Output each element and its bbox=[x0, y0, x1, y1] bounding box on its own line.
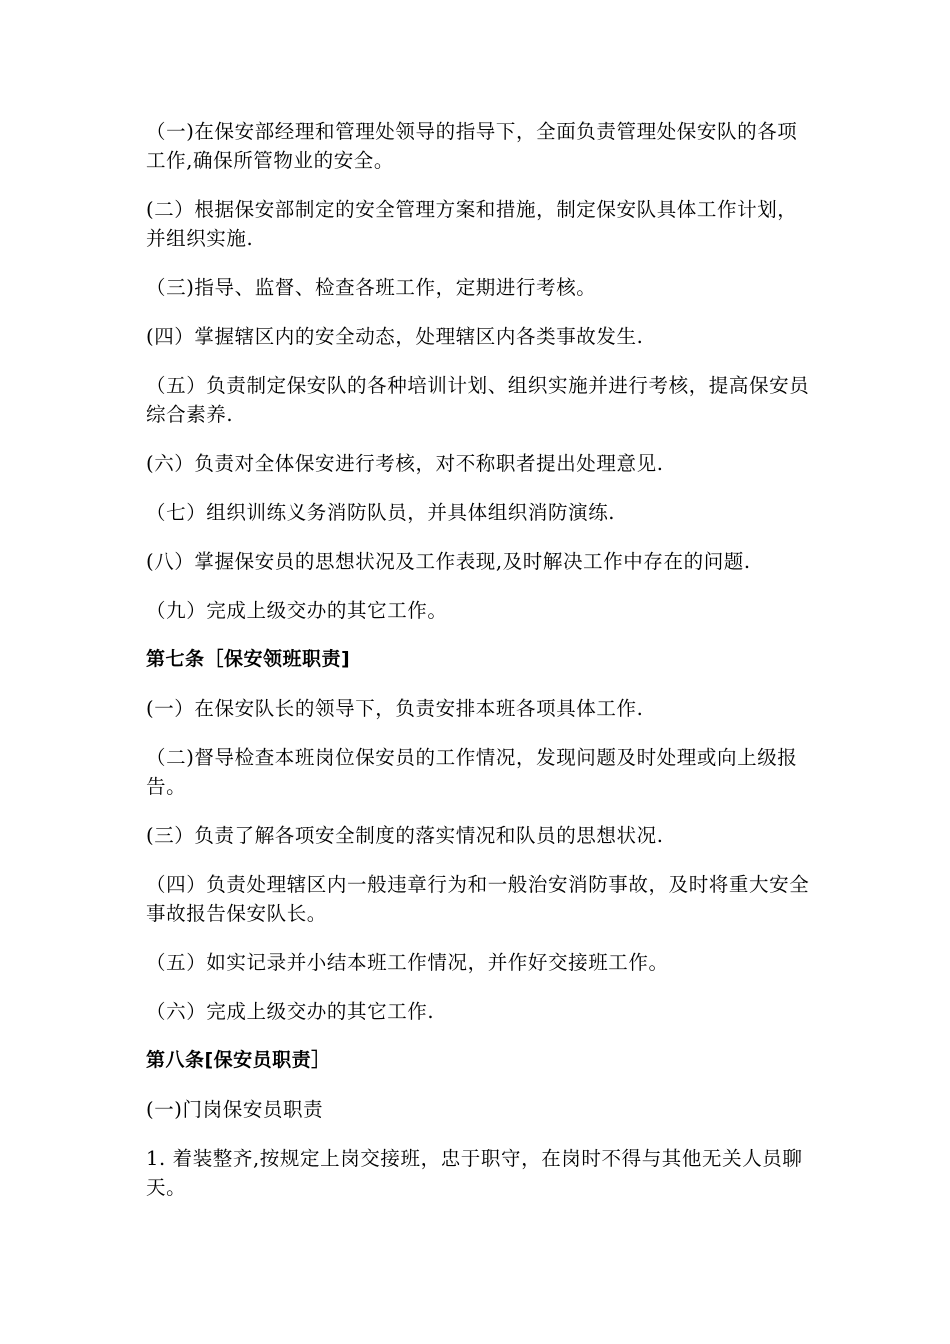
paragraph-6-9: （九）完成上级交办的其它工作。 bbox=[146, 599, 448, 622]
document-body bbox=[146, 117, 810, 1222]
paragraph-6-5: （五）负责制定保安队的各种培训计划、组织实施并进行考核，提高保安员综合素养. bbox=[146, 374, 810, 426]
paragraph-7-4: （四）负责处理辖区内一般违章行为和一般治安消防事故，及时将重大安全事故报告保安队长。 bbox=[146, 873, 810, 925]
paragraph-7-1: (一）在保安队长的领导下，负责安排本班各项具体工作. bbox=[146, 697, 644, 720]
paragraph-6-3: （三)指导、监督、检查各班工作，定期进行考核。 bbox=[146, 276, 597, 299]
paragraph-6-6: (六）负责对全体保安进行考核，对不称职者提出处理意见. bbox=[146, 452, 664, 475]
paragraph-6-8: (八）掌握保安员的思想状况及工作表现,及时解决工作中存在的问题. bbox=[146, 550, 751, 573]
paragraph-6-7: （七）组织训练义务消防队员，并具体组织消防演练. bbox=[146, 501, 616, 524]
paragraph-8-1: (一)门岗保安员职责 bbox=[146, 1098, 324, 1121]
article-7-heading: 第七条［保安领班职责] bbox=[146, 648, 351, 670]
paragraph-8-2: 1. 着装整齐,按规定上岗交接班，忠于职守，在岗时不得与其他无关人员聊天。 bbox=[146, 1147, 803, 1199]
paragraph-7-5: （五）如实记录并小结本班工作情况，并作好交接班工作。 bbox=[146, 951, 669, 974]
paragraph-7-3: (三）负责了解各项安全制度的落实情况和队员的思想状况. bbox=[146, 824, 664, 847]
paragraph-7-2: （二)督导检查本班岗位保安员的工作情况，发现问题及时处理或向上级报告。 bbox=[146, 746, 798, 798]
paragraph-6-1: （一)在保安部经理和管理处领导的指导下，全面负责管理处保安队的各项工作,确保所管物业的安全。 bbox=[146, 120, 798, 172]
paragraph-6-4: (四）掌握辖区内的安全动态，处理辖区内各类事故发生. bbox=[146, 325, 644, 348]
article-8-heading: 第八条[保安员职责］ bbox=[146, 1049, 331, 1071]
paragraph-7-6: （六）完成上级交办的其它工作. bbox=[146, 1000, 435, 1023]
paragraph-6-2: (二）根据保安部制定的安全管理方案和措施，制定保安队具体工作计划，并组织实施. bbox=[146, 198, 798, 250]
